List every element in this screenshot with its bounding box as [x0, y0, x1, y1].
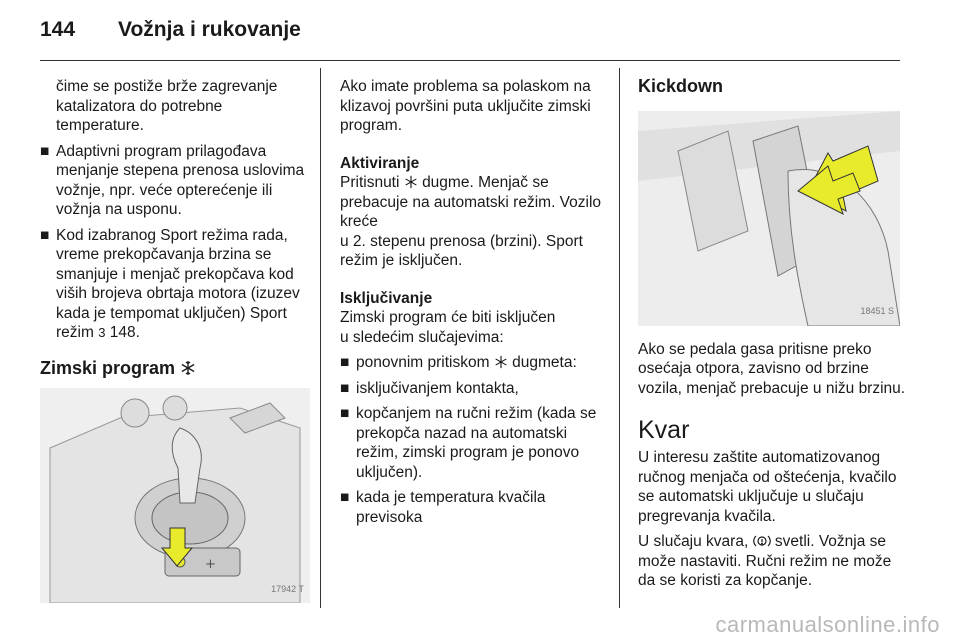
snowflake-icon: [494, 355, 508, 369]
page-ref[interactable]: 148.: [109, 324, 140, 341]
page-ref-icon[interactable]: 3: [98, 325, 106, 340]
list-item: ■ isključivanjem kontakta,: [340, 379, 519, 397]
section-heading-zimski: Zimski program: [40, 359, 310, 379]
gear-selector-illustration: [40, 388, 310, 603]
snowflake-icon: [404, 175, 418, 189]
activation-text-2: u 2. stepenu prenosa (brzini). Sport režim je isključen.: [340, 232, 583, 269]
pedal-illustration: [638, 111, 900, 326]
deactivation-text-2: u sledećim slučajevima:: [340, 328, 504, 346]
kickdown-figure: [638, 111, 900, 326]
activation-title: Aktiviranje: [340, 154, 420, 172]
list-item: ■ kada je temperatura kvačila previsoka: [340, 489, 546, 526]
gear-warning-icon: [753, 534, 771, 548]
watermark: carmanualsonline.info: [715, 612, 940, 637]
lead-text: čime se postiže brže zagrevanje katalizatora do potrebne temperature.: [56, 78, 278, 134]
column-divider-1: [320, 68, 321, 608]
activation-text: Pritisnuti dugme. Menjač se prebacuje na automatski režim. Vozilo kreće: [340, 174, 602, 230]
section-heading-kickdown: Kickdown: [638, 76, 724, 96]
deactivation-text: Zimski program će biti isključen: [340, 309, 556, 326]
column-3: [638, 77, 908, 597]
page-title: Vožnja i rukovanje: [118, 18, 301, 41]
section-heading-kvar: Kvar: [638, 416, 690, 444]
intro-text: Ako imate problema sa polaskom na klizavoj površini puta uključite zimski program.: [340, 78, 591, 134]
header-rule: [40, 60, 900, 61]
column-2: [340, 77, 610, 533]
list-item: ■ ponovnim pritiskom dugmeta:: [340, 354, 577, 371]
snowflake-icon: [180, 360, 196, 376]
list-item: ■ Adaptivni program prilagođava menjanje stepena prenosa uslovima vožnje, npr. veće opterećenje ili vožnja na usponu.: [40, 142, 305, 218]
figure-id: 17942 T: [271, 583, 304, 594]
svg-text:+: +: [205, 557, 216, 572]
column-divider-2: [619, 68, 620, 608]
column-1: [40, 77, 310, 603]
list-item: ■ kopčanjem na ručni režim (kada se prekopča nazad na automatski režim, zimski program je ponovo uključen).: [340, 405, 597, 481]
list-item: ■ Kod izabranog Sport režima rada, vreme prekopčavanja brzina se smanjuje i menjač prekopčava kod viših brojeva obrtaja motora (izuzev kada je tempomat uključen) Sport režim 3 148.: [40, 226, 300, 341]
page-number: 144: [40, 18, 76, 41]
gear-selector-figure: [40, 388, 310, 603]
kickdown-text: Ako se pedala gasa pritisne preko osećaja otpora, zavisno od brzine vozila, menjač prebacuje u nižu brzinu.: [638, 340, 906, 397]
kvar-text: U interesu zaštite automatizovanog ručnog menjača od oštećenja, kvačilo se automatski uključuje u slučaju pregrevanja kvačila.: [638, 449, 897, 525]
deactivation-title: Isključivanje: [340, 289, 433, 307]
kvar-text-2: U slučaju kvara, svetli. Vožnja se može nastaviti. Ručni režim ne može da se koristi za kopčanje.: [638, 533, 892, 589]
figure-id: 18451 S: [860, 306, 894, 316]
page-header: [40, 18, 920, 48]
